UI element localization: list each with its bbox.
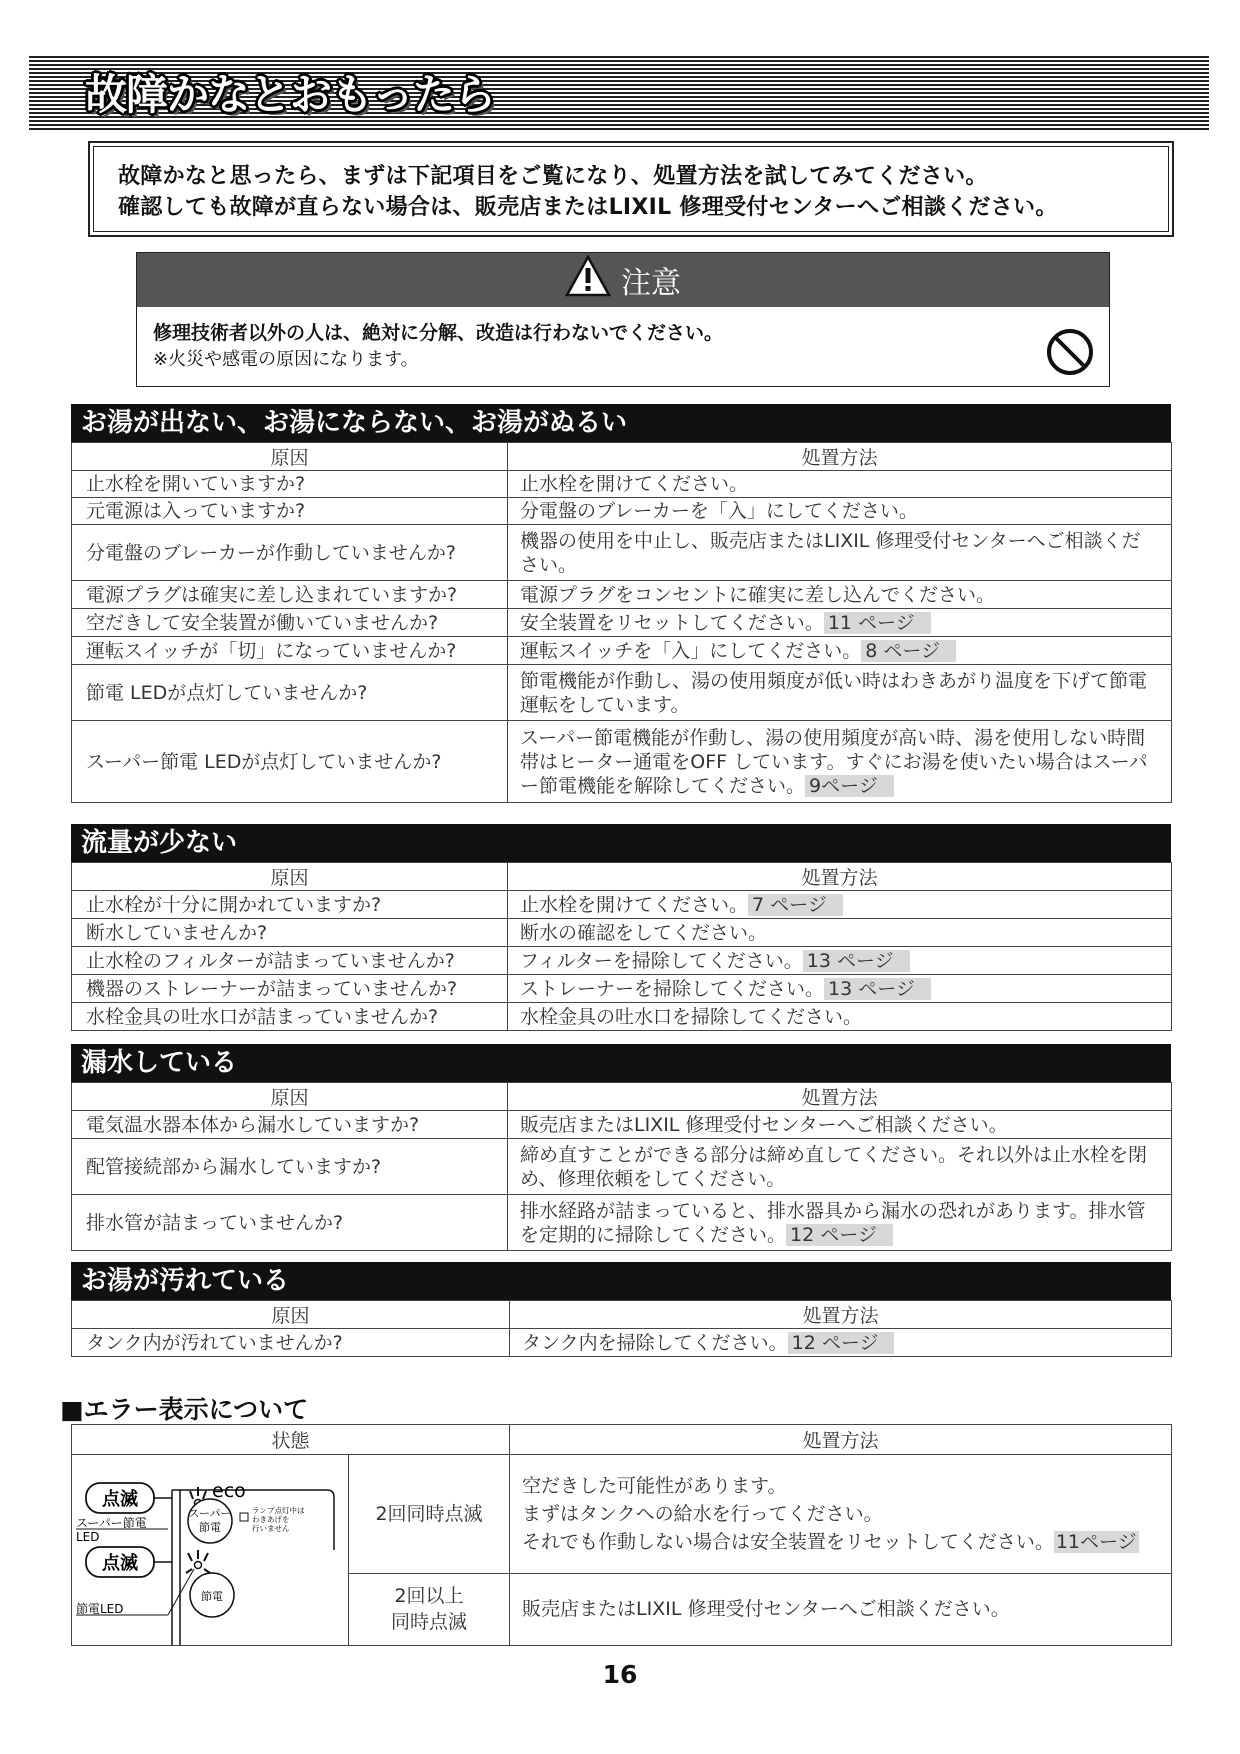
- page-reference[interactable]: 13 ページ: [803, 950, 910, 972]
- page-reference[interactable]: 8 ページ: [861, 640, 956, 662]
- cause-cell: 機器のストレーナーが詰まっていませんか?: [72, 975, 508, 1003]
- action-cell: 止水栓を開けてください。: [508, 471, 1172, 498]
- trouble-table: [71, 442, 1172, 803]
- section-header: 漏水している: [71, 1044, 1171, 1082]
- svg-text:節電: 節電: [199, 1521, 221, 1534]
- cause-cell: 配管接続部から漏水していますか?: [72, 1139, 508, 1195]
- column-header-state: 状態: [72, 1425, 510, 1455]
- table-row: [72, 665, 1172, 721]
- title-bar: [29, 56, 1209, 130]
- caution-sub-text: ※火災や感電の原因になります。: [153, 349, 419, 370]
- column-header-action: 処置方法: [508, 863, 1172, 891]
- cause-cell: 電源プラグは確実に差し込まれていますか?: [72, 581, 508, 609]
- warning-triangle-icon: [565, 255, 611, 305]
- action-cell: フィルターを掃除してください。 13 ページ: [508, 947, 1172, 975]
- table-row: [72, 637, 1172, 665]
- trouble-table: [71, 862, 1172, 1031]
- caution-box: [136, 252, 1110, 387]
- action-cell: 機器の使用を中止し、販売店またはLIXIL 修理受付センターへご相談ください。: [508, 525, 1172, 581]
- table-row: [72, 609, 1172, 637]
- table-row: [72, 1111, 1172, 1139]
- led-diagram-cell: [72, 1455, 349, 1646]
- caution-main-text: 修理技術者以外の人は、絶対に分解、改造は行わないでください。: [153, 322, 724, 344]
- blink-label-1: 点滅: [102, 1489, 138, 1510]
- column-header-action: 処置方法: [508, 1083, 1172, 1111]
- trouble-table: [71, 1300, 1172, 1357]
- blink-label-2: 点滅: [102, 1553, 138, 1574]
- table-row: [72, 1329, 1172, 1357]
- svg-text:わきあげを: わきあげを: [252, 1515, 290, 1524]
- action-cell: 排水経路が詰まっていると、排水器具から漏水の恐れがあります。排水管を定期的に掃除してください。 12 ページ: [508, 1195, 1172, 1251]
- table-row: [72, 947, 1172, 975]
- cause-cell: 止水栓を開いていますか?: [72, 471, 508, 498]
- svg-text:スーパー: スーパー: [188, 1507, 232, 1520]
- column-header-action: 処置方法: [510, 1301, 1172, 1329]
- cause-cell: タンク内が汚れていませんか?: [72, 1329, 510, 1357]
- cause-cell: スーパー節電 LEDが点灯していませんか?: [72, 721, 508, 803]
- action-cell: 止水栓を開けてください。 7 ページ: [508, 891, 1172, 919]
- column-header-cause: 原因: [72, 863, 508, 891]
- column-header-cause: 原因: [72, 443, 508, 471]
- action-cell: 販売店またはLIXIL 修理受付センターへご相談ください。: [510, 1573, 1172, 1645]
- column-header-cause: 原因: [72, 1301, 510, 1329]
- table-row: [72, 975, 1172, 1003]
- state-cell: 2回同時点滅: [349, 1455, 510, 1574]
- table-row: [72, 1455, 1172, 1574]
- page-reference[interactable]: 12 ページ: [788, 1332, 895, 1354]
- column-header-action: 処置方法: [510, 1425, 1172, 1455]
- intro-line: 故障かなと思ったら、まずは下記項目をご覧になり、処置方法を試してみてください。: [118, 164, 988, 189]
- cause-cell: 節電 LEDが点灯していませんか?: [72, 665, 508, 721]
- state-cell: 2回以上 同時点滅: [349, 1573, 510, 1645]
- table-row: [72, 1139, 1172, 1195]
- action-cell: 空だきした可能性があります。 まずはタンクへの給水を行ってください。 それでも作動しない場合は安全装置をリセットしてください。 11ページ: [510, 1455, 1172, 1574]
- cause-cell: 運転スイッチが「切」になっていませんか?: [72, 637, 508, 665]
- trouble-table: [71, 1082, 1172, 1251]
- error-heading: ■エラー表示について: [60, 1395, 309, 1424]
- action-cell: 分電盤のブレーカーを「入」にしてください。: [508, 498, 1172, 525]
- eco-label: eco: [212, 1480, 246, 1502]
- led-spark-icon: [190, 1487, 206, 1499]
- intro-box: [88, 141, 1174, 237]
- page-reference[interactable]: 11 ページ: [824, 612, 931, 634]
- cause-cell: 排水管が詰まっていませんか?: [72, 1195, 508, 1251]
- section-header: 流量が少ない: [71, 824, 1171, 862]
- table-row: [72, 721, 1172, 803]
- action-cell: 電源プラグをコンセントに確実に差し込んでください。: [508, 581, 1172, 609]
- column-header-cause: 原因: [72, 1083, 508, 1111]
- svg-text:行いません: 行いません: [252, 1524, 290, 1533]
- page-number: 16: [602, 1660, 638, 1689]
- cause-cell: 止水栓のフィルターが詰まっていませんか?: [72, 947, 508, 975]
- action-cell: タンク内を掃除してください。 12 ページ: [510, 1329, 1172, 1357]
- page-reference[interactable]: 11ページ: [1055, 1530, 1137, 1553]
- page-reference[interactable]: 7 ページ: [748, 894, 843, 916]
- setsuden-led: [195, 1562, 202, 1569]
- led-panel-diagram: [72, 1455, 349, 1645]
- action-cell: ストレーナーを掃除してください。 13 ページ: [508, 975, 1172, 1003]
- caution-heading: 注意: [621, 266, 681, 301]
- table-row: [72, 891, 1172, 919]
- page-reference[interactable]: 13 ページ: [824, 978, 931, 1000]
- intro-line: 確認しても故障が直らない場合は、販売店またはLIXIL 修理受付センターへご相談ください。: [118, 195, 1058, 220]
- table-row: [72, 525, 1172, 581]
- action-cell: 販売店またはLIXIL 修理受付センターへご相談ください。: [508, 1111, 1172, 1139]
- section-header: お湯が汚れている: [71, 1262, 1171, 1300]
- section-header: お湯が出ない、お湯にならない、お湯がぬるい: [71, 404, 1171, 442]
- action-cell: 安全装置をリセットしてください。 11 ページ: [508, 609, 1172, 637]
- action-cell: 断水の確認をしてください。: [508, 919, 1172, 947]
- action-cell: 水栓金具の吐水口を掃除してください。: [508, 1003, 1172, 1031]
- svg-text:LED: LED: [76, 1530, 100, 1544]
- svg-text:ランプ点灯中は: ランプ点灯中は: [252, 1506, 305, 1515]
- cause-cell: 止水栓が十分に開かれていますか?: [72, 891, 508, 919]
- page-reference[interactable]: 12 ページ: [786, 1224, 893, 1246]
- cause-cell: 水栓金具の吐水口が詰まっていませんか?: [72, 1003, 508, 1031]
- action-cell: 節電機能が作動し、湯の使用頻度が低い時はわきあがり温度を下げて節電運転をしています。: [508, 665, 1172, 721]
- cause-cell: 分電盤のブレーカーが作動していませんか?: [72, 525, 508, 581]
- action-cell: スーパー節電機能が作動し、湯の使用頻度が高い時、湯を使用しない時間帯はヒーター通電をOFF しています。すぐにお湯を使いたい場合はスーパー節電機能を解除してください。 9ページ: [508, 721, 1172, 803]
- error-table: [71, 1424, 1172, 1646]
- column-header-action: 処置方法: [508, 443, 1172, 471]
- table-row: [72, 1003, 1172, 1031]
- svg-text:節電: 節電: [201, 1590, 223, 1603]
- setsuden-led-label: 節電LED: [76, 1602, 124, 1616]
- cause-cell: 元電源は入っていますか?: [72, 498, 508, 525]
- cause-cell: 空だきして安全装置が働いていませんか?: [72, 609, 508, 637]
- table-row: [72, 581, 1172, 609]
- table-row: [72, 498, 1172, 525]
- caution-header: [137, 253, 1109, 307]
- super-led-label: スーパー節電: [76, 1516, 147, 1530]
- cause-cell: 電気温水器本体から漏水していますか?: [72, 1111, 508, 1139]
- table-row: [72, 471, 1172, 498]
- action-cell: 締め直すことができる部分は締め直してください。それ以外は止水栓を閉め、修理依頼をしてください。: [508, 1139, 1172, 1195]
- table-row: [72, 1195, 1172, 1251]
- table-row: [72, 919, 1172, 947]
- prohibited-icon: [1045, 327, 1095, 381]
- cause-cell: 断水していませんか?: [72, 919, 508, 947]
- page-reference[interactable]: 9ページ: [805, 775, 894, 797]
- page-title: 故障かなとおもったら: [85, 70, 496, 119]
- action-cell: 運転スイッチを「入」にしてください。 8 ページ: [508, 637, 1172, 665]
